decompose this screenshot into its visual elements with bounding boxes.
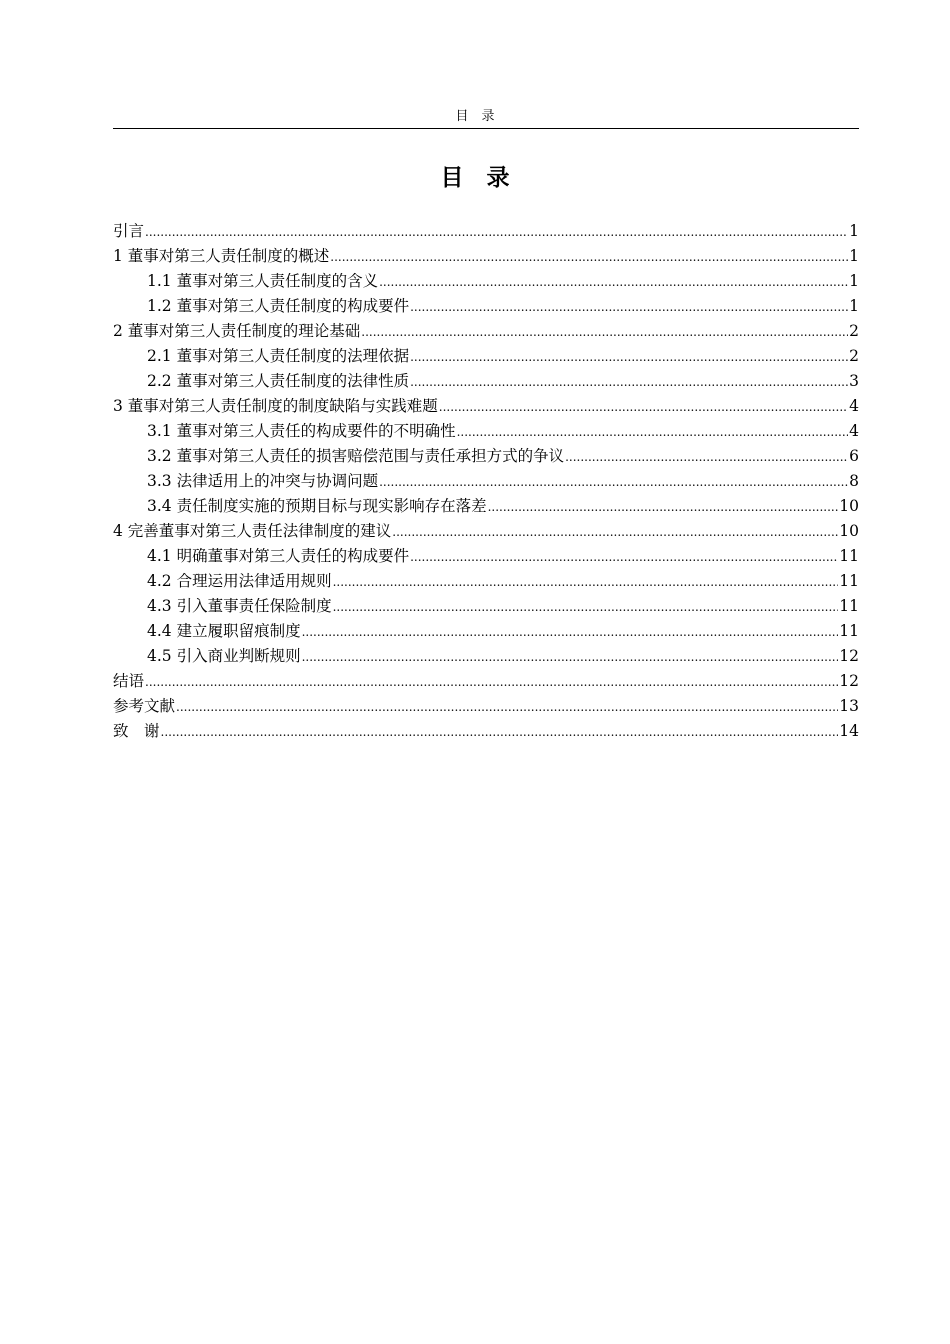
- toc-entry-chapter-3[interactable]: [113, 394, 859, 419]
- toc-entry-label: 4 完善董事对第三人责任法律制度的建议: [113, 522, 392, 540]
- toc-entry-acknowledgements[interactable]: [113, 719, 859, 744]
- toc-entry-label: 3.2 董事对第三人责任的损害赔偿范围与责任承担方式的争议: [147, 447, 565, 465]
- toc-entry-page: 11: [839, 547, 859, 565]
- toc-entry-page: 1: [849, 272, 859, 290]
- toc-entry-page: 14: [839, 722, 859, 740]
- dot-leader: [488, 495, 839, 520]
- dot-leader: [392, 520, 838, 545]
- toc-entry-page: 10: [839, 522, 859, 540]
- dot-leader: [145, 670, 838, 695]
- toc-entry-label: 结语: [113, 672, 145, 690]
- dot-leader: [410, 295, 848, 320]
- toc-entry-label: 3.1 董事对第三人责任的构成要件的不明确性: [147, 422, 456, 440]
- toc-entry-page: 3: [849, 372, 859, 390]
- toc-entry-label: 1 董事对第三人责任制度的概述: [113, 247, 330, 265]
- dot-leader: [333, 570, 839, 595]
- toc-entry-section-3-4[interactable]: [113, 494, 859, 519]
- dot-leader: [457, 420, 849, 445]
- toc-entry-chapter-1[interactable]: [113, 244, 859, 269]
- toc-entry-chapter-2[interactable]: [113, 319, 859, 344]
- toc-entry-conclusion[interactable]: [113, 669, 859, 694]
- dot-leader: [333, 595, 839, 620]
- toc-entry-section-4-2[interactable]: [113, 569, 859, 594]
- toc-entry-page: 8: [849, 472, 859, 490]
- toc-entry-page: 12: [839, 672, 859, 690]
- running-header: 目 录: [455, 109, 495, 124]
- table-of-contents: [113, 219, 859, 744]
- dot-leader: [302, 645, 839, 670]
- toc-entry-page: 4: [849, 422, 859, 440]
- toc-entry-section-3-2[interactable]: [113, 444, 859, 469]
- toc-entry-section-2-2[interactable]: [113, 369, 859, 394]
- toc-entry-page: 1: [849, 247, 859, 265]
- toc-entry-label: 3 董事对第三人责任制度的制度缺陷与实践难题: [113, 397, 438, 415]
- toc-entry-label: 2.1 董事对第三人责任制度的法理依据: [147, 347, 410, 365]
- toc-entry-section-4-4[interactable]: [113, 619, 859, 644]
- toc-entry-label: 1.1 董事对第三人责任制度的含义: [147, 272, 379, 290]
- toc-entry-section-2-1[interactable]: [113, 344, 859, 369]
- toc-entry-label: 2 董事对第三人责任制度的理论基础: [113, 322, 361, 340]
- toc-entry-label: 4.5 引入商业判断规则: [147, 647, 301, 665]
- toc-entry-chapter-4[interactable]: [113, 519, 859, 544]
- header-rule: [113, 128, 859, 129]
- dot-leader: [410, 370, 848, 395]
- page-title: 目 录: [440, 165, 510, 191]
- toc-entry-label: 4.2 合理运用法律适用规则: [147, 572, 332, 590]
- toc-entry-page: 2: [849, 322, 859, 340]
- toc-entry-label: 4.4 建立履职留痕制度: [147, 622, 301, 640]
- dot-leader: [410, 545, 838, 570]
- toc-entry-label: 2.2 董事对第三人责任制度的法律性质: [147, 372, 410, 390]
- toc-entry-label: 参考文献: [113, 697, 176, 715]
- dot-leader: [379, 270, 848, 295]
- dot-leader: [439, 395, 848, 420]
- dot-leader: [410, 345, 848, 370]
- toc-entry-page: 4: [849, 397, 859, 415]
- toc-entry-section-4-5[interactable]: [113, 644, 859, 669]
- toc-entry-label: 4.3 引入董事责任保险制度: [147, 597, 332, 615]
- toc-entry-label: 致 谢: [113, 722, 160, 740]
- toc-entry-section-1-2[interactable]: [113, 294, 859, 319]
- toc-entry-section-4-3[interactable]: [113, 594, 859, 619]
- toc-entry-section-1-1[interactable]: [113, 269, 859, 294]
- toc-entry-intro[interactable]: [113, 219, 859, 244]
- toc-entry-page: 2: [849, 347, 859, 365]
- toc-entry-label: 1.2 董事对第三人责任制度的构成要件: [147, 297, 410, 315]
- toc-entry-label: 3.3 法律适用上的冲突与协调问题: [147, 472, 379, 490]
- toc-entry-section-3-1[interactable]: [113, 419, 859, 444]
- dot-leader: [565, 445, 848, 470]
- dot-leader: [302, 620, 839, 645]
- toc-entry-page: 1: [849, 297, 859, 315]
- dot-leader: [379, 470, 848, 495]
- dot-leader: [330, 245, 848, 270]
- toc-entry-page: 11: [839, 572, 859, 590]
- toc-entry-page: 13: [839, 697, 859, 715]
- toc-entry-page: 11: [839, 597, 859, 615]
- toc-entry-label: 引言: [113, 222, 145, 240]
- toc-entry-section-3-3[interactable]: [113, 469, 859, 494]
- toc-entry-label: 4.1 明确董事对第三人责任的构成要件: [147, 547, 410, 565]
- toc-entry-page: 11: [839, 622, 859, 640]
- toc-entry-label: 3.4 责任制度实施的预期目标与现实影响存在落差: [147, 497, 487, 515]
- toc-entry-page: 6: [849, 447, 859, 465]
- dot-leader: [145, 220, 848, 245]
- toc-entry-section-4-1[interactable]: [113, 544, 859, 569]
- dot-leader: [361, 320, 848, 345]
- toc-entry-references[interactable]: [113, 694, 859, 719]
- dot-leader: [176, 695, 838, 720]
- toc-entry-page: 12: [839, 647, 859, 665]
- toc-entry-page: 10: [839, 497, 859, 515]
- dot-leader: [161, 720, 839, 745]
- toc-entry-page: 1: [849, 222, 859, 240]
